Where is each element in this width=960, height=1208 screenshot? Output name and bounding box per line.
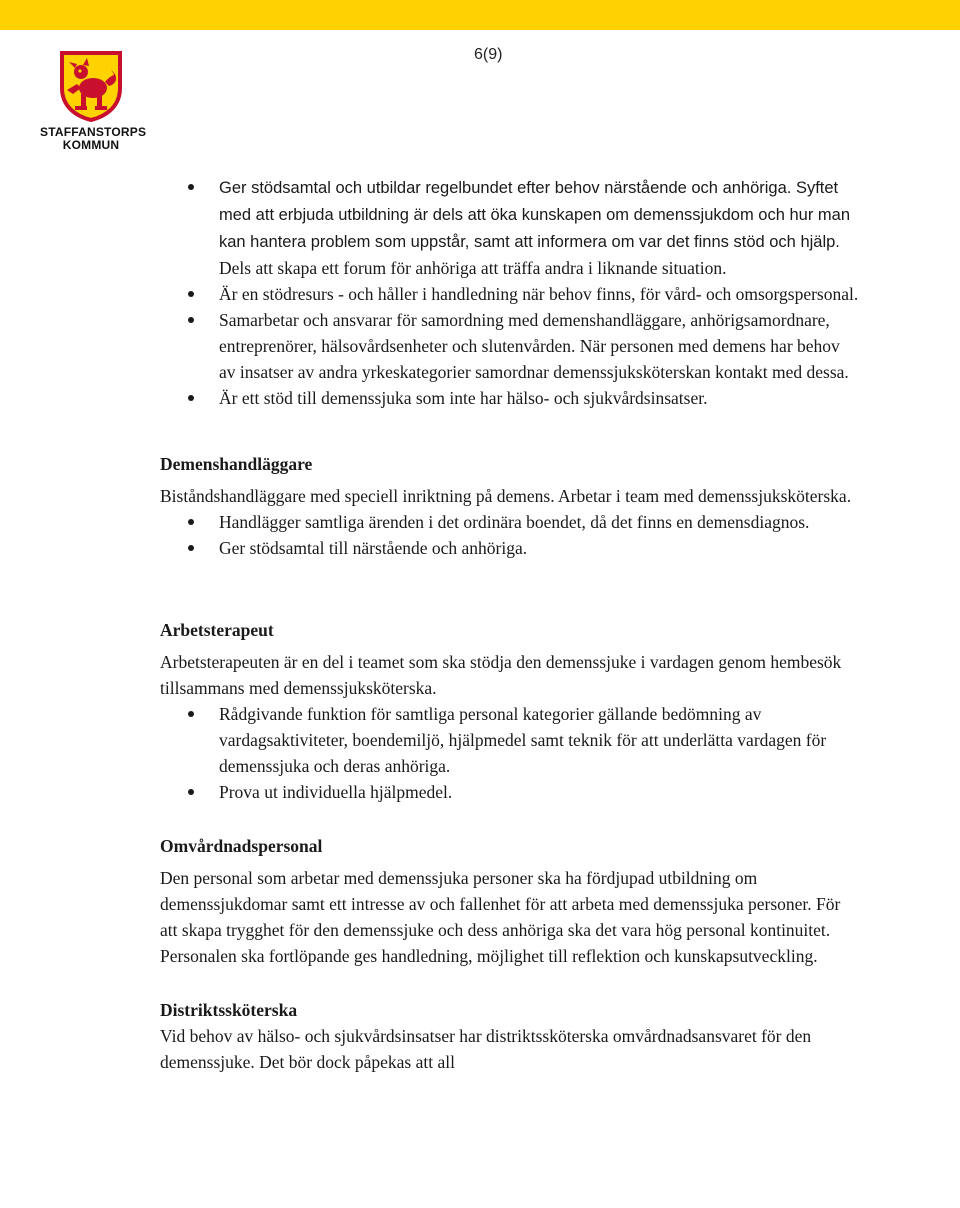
list-item: Prova ut individuella hjälpmedel. <box>160 779 860 805</box>
bullet-list-arbets <box>160 701 860 805</box>
paragraph: Vid behov av hälso- och sjukvårdsinsatser har distriktssköterska omvårdnadsansvaret för den demenssjuke. Det bör dock påpekas att all <box>160 1026 812 1072</box>
page-number: 6(9) <box>474 46 503 63</box>
municipality-logo <box>40 50 147 152</box>
paragraph: Arbetsterapeuten är en del i teamet som ska stödja den demenssjuke i vardagen genom hembesök tillsammans med demenssjuksköterska. <box>160 652 842 698</box>
list-item: Är en stödresurs - och håller i handledning när behov finns, för vård- och omsorgspersonal. <box>160 281 860 307</box>
list-item: Ger stödsamtal till närstående och anhöriga. <box>160 535 860 561</box>
list-item <box>160 174 860 281</box>
heading-arbetsterapeut: Arbetsterapeut <box>160 620 274 640</box>
bullet-list-1 <box>160 174 860 411</box>
top-color-bar <box>0 0 960 30</box>
list-item: Handlägger samtliga ärenden i det ordinära boendet, då det finns en demensdiagnos. <box>160 509 860 535</box>
bullet-list-demens <box>160 509 860 561</box>
list-item: Är ett stöd till demenssjuka som inte har hälso- och sjukvårdsinsatser. <box>160 385 860 411</box>
document-body <box>160 174 860 1075</box>
logo-text-line-1: STAFFANSTORPS <box>40 125 147 139</box>
list-item-serif-text: Dels att skapa ett forum för anhöriga att träffa andra i liknande situation. <box>219 258 727 278</box>
logo-text-line-2: KOMMUN <box>62 138 120 152</box>
heading-demenshandlaggare: Demenshandläggare <box>160 454 313 474</box>
paragraph: Den personal som arbetar med demenssjuka personer ska ha fördjupad utbildning om demenssjukdomar samt ett intresse av och fallenhet för att arbeta med demenssjuka personer. För att skapa trygghet för den demenssjuke och dess anhöriga ska det vara hög personal kontinuitet. Personalen ska fortlöpande ges handledning, möjlighet till reflektion och kunskapsutveckling. <box>160 868 841 966</box>
heading-omvardnadspersonal: Omvårdnadspersonal <box>160 836 323 856</box>
paragraph: Biståndshandläggare med speciell inriktning på demens. Arbetar i team med demenssjuksköterska. <box>160 486 852 506</box>
heading-distriktsskoterska: Distriktssköterska <box>160 1000 298 1020</box>
list-item-sans-text: Ger stödsamtal och utbildar regelbundet efter behov närstående och anhöriga. Syftet med att erbjuda utbildning är dels att öka kunskapen om demenssjukdom och hur man kan hantera problem som uppstår, samt att informera om var det finns stöd och hjälp. <box>219 179 851 251</box>
coat-of-arms-icon <box>59 50 123 122</box>
list-item: Samarbetar och ansvarar för samordning med demenshandläggare, anhörigsamordnare, entreprenörer, hälsovårdsenheter och slutenvården. När personen med demens har behov av insatser av andra yrkeskategorier samordnar demenssjuksköterskan kontakt med dessa. <box>160 307 860 385</box>
list-item: Rådgivande funktion för samtliga personal kategorier gällande bedömning av vardagsaktiviteter, boendemiljö, hjälpmedel samt teknik för att underlätta vardagen för demenssjuka och deras anhöriga. <box>160 701 860 779</box>
